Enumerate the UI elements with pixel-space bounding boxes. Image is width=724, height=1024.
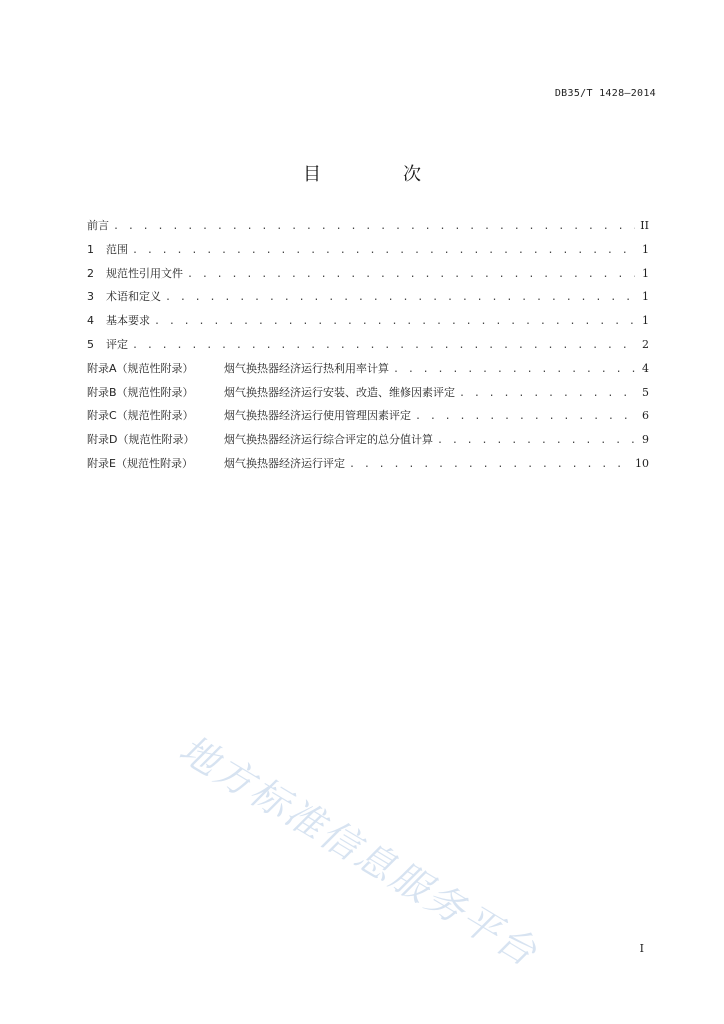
toc-leader-dots xyxy=(393,364,635,375)
toc-entry-appendix-e[interactable] xyxy=(87,455,649,479)
toc-entry-number: 2 xyxy=(87,266,94,280)
toc-entry-title: 评定 xyxy=(106,337,128,351)
toc-entry-title: 范围 xyxy=(106,242,128,256)
toc-leader-dots xyxy=(154,316,635,327)
toc-entry-title: 烟气换热器经济运行热利用率计算 xyxy=(224,361,389,375)
toc-entry-page: 10 xyxy=(635,456,649,470)
toc-appendix-label: 附录D（规范性附录） xyxy=(87,433,195,447)
toc-entry-title: 烟气换热器经济运行综合评定的总分值计算 xyxy=(224,433,433,447)
toc-entry-title: 基本要求 xyxy=(106,314,150,328)
toc-leader-dots xyxy=(187,269,635,280)
toc-entry-number: 5 xyxy=(87,337,94,351)
toc-entry-page: 1 xyxy=(642,266,649,280)
page-title: 目 次 xyxy=(303,164,453,185)
toc-entry-page: 1 xyxy=(642,290,649,304)
toc-entry-appendix-c[interactable] xyxy=(87,407,649,431)
toc-appendix-label: 附录B（规范性附录） xyxy=(87,385,194,399)
toc-leader-dots xyxy=(132,340,635,351)
toc-entry-terms[interactable] xyxy=(87,288,649,312)
toc-appendix-label: 附录E（规范性附录） xyxy=(87,456,193,470)
toc-leader-dots xyxy=(132,245,635,256)
toc-leader-dots xyxy=(459,388,635,399)
toc-appendix-label: 附录C（规范性附录） xyxy=(87,409,194,423)
page-number: I xyxy=(639,942,644,955)
toc-entry-title: 烟气换热器经济运行评定 xyxy=(224,456,345,470)
toc-leader-dots xyxy=(349,459,631,470)
toc-entry-number: 3 xyxy=(87,290,94,304)
table-of-contents xyxy=(87,217,649,479)
toc-entry-appendix-a[interactable] xyxy=(87,360,649,384)
toc-entry-scope[interactable] xyxy=(87,241,649,265)
toc-entry-page: 1 xyxy=(642,314,649,328)
toc-entry-appendix-b[interactable] xyxy=(87,384,649,408)
toc-leader-dots xyxy=(113,221,635,232)
toc-entry-number: 4 xyxy=(87,314,94,328)
toc-entry-title: 术语和定义 xyxy=(106,290,161,304)
toc-entry-page: 4 xyxy=(642,361,649,375)
toc-leader-dots xyxy=(165,292,635,303)
toc-entry-title: 烟气换热器经济运行使用管理因素评定 xyxy=(224,409,411,423)
toc-entry-number: 1 xyxy=(87,242,94,256)
toc-entry-title: 烟气换热器经济运行安装、改造、维修因素评定 xyxy=(224,385,455,399)
toc-entry-normative-references[interactable] xyxy=(87,265,649,289)
toc-appendix-label: 附录A（规范性附录） xyxy=(87,361,194,375)
toc-entry-foreword[interactable] xyxy=(87,217,649,241)
toc-entry-page: 9 xyxy=(642,433,649,447)
toc-entry-appendix-d[interactable] xyxy=(87,431,649,455)
toc-entry-basic-requirements[interactable] xyxy=(87,312,649,336)
toc-entry-page: II xyxy=(640,219,649,232)
doc-code: DB35/T 1428—2014 xyxy=(554,88,656,99)
toc-entry-page: 5 xyxy=(642,385,649,399)
toc-entry-evaluation[interactable] xyxy=(87,336,649,360)
toc-leader-dots xyxy=(437,435,635,446)
toc-entry-title: 前言 xyxy=(87,219,109,232)
toc-leader-dots xyxy=(415,411,635,422)
watermark: 地方标准信息服务平台 xyxy=(171,726,546,976)
toc-entry-page: 6 xyxy=(642,409,649,423)
toc-entry-title: 规范性引用文件 xyxy=(106,266,183,280)
toc-entry-page: 2 xyxy=(642,337,649,351)
toc-entry-page: 1 xyxy=(642,242,649,256)
